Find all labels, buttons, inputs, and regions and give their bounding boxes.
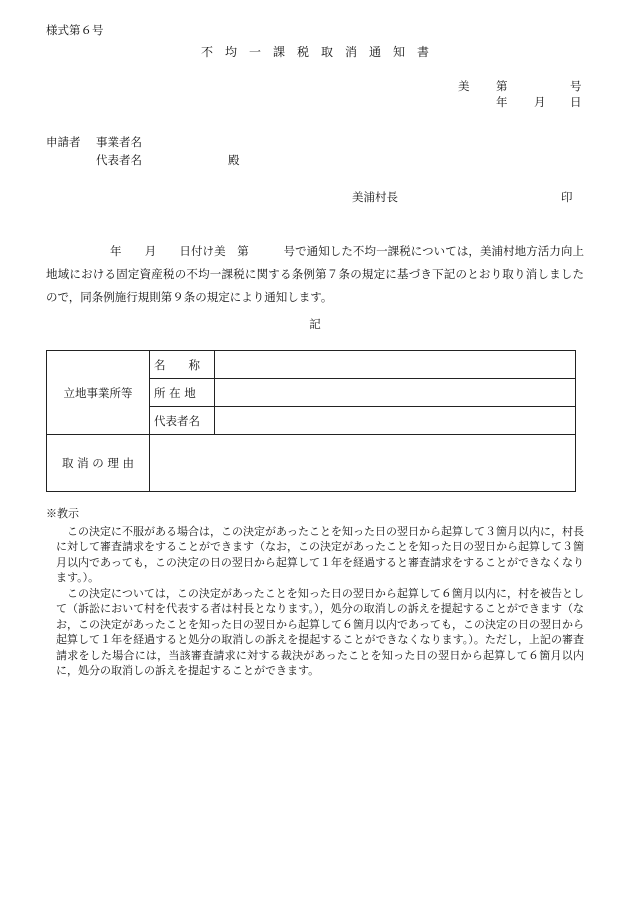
name-label: 名 称 xyxy=(150,351,215,379)
form-number: 様式第６号 xyxy=(46,23,104,37)
seal-mark: 印 xyxy=(561,190,573,204)
document-title: 不 均 一 課 税 取 消 通 知 書 xyxy=(200,45,429,59)
document-number-block xyxy=(458,80,586,112)
reason-label: 取 消 の 理 由 xyxy=(47,435,150,492)
notice-body xyxy=(46,240,584,309)
representative-row-label: 代表者名 xyxy=(150,407,215,435)
instructions-paragraph: この決定に不服がある場合は，この決定があったことを知った日の翌日から起算して３箇月以内に，村長に対して審査請求をすることができます（なお，この決定があったことを知った日の翌日から起算して３箇月以内であっても，この決定の日の翌日から起算して１年を経過すると審査請求をすることができなくなります。）。 xyxy=(56,524,584,584)
instructions-heading: ※教示 xyxy=(46,507,79,520)
details-table xyxy=(46,350,576,492)
instructions xyxy=(46,506,584,679)
reason-value xyxy=(150,435,576,492)
record-heading: 記 xyxy=(309,317,321,331)
facility-group-label: 立地事業所等 xyxy=(47,351,150,435)
doc-number-dai: 第 xyxy=(496,79,508,93)
honorific: 殿 xyxy=(228,153,240,167)
representative-value xyxy=(215,407,576,435)
representative-label: 代表者名 xyxy=(96,153,142,167)
doc-number-prefix: 美 xyxy=(458,79,470,93)
date-month: 月 xyxy=(534,95,546,109)
date-day: 日 xyxy=(570,95,582,109)
business-name-label: 事業者名 xyxy=(96,135,142,149)
instructions-paragraph: この決定については，この決定があったことを知った日の翌日から起算して６箇月以内に，村を被告として（訴訟において村を代表する者は村長となります。），処分の取消しの訴えを提起することができます（なお，この決定があったことを知った日の翌日から起算して６箇月以内であっても，この決定の日の翌日から起算して１年を経過すると処分の取消しの訴えを提起することができなくなります。）。ただし，上記の審査請求をした場合には，当該審査請求に対する裁決があったことを知った日の翌日から起算して６箇月以内に，処分の取消しの訴えを提起することができます。 xyxy=(56,586,584,677)
issuer-name: 美浦村長 xyxy=(352,190,398,204)
applicant-label: 申請者 xyxy=(46,135,81,149)
notice-body-text: 年 月 日付け美 第 号で通知した不均一課税については，美浦村地方活力向上地域における固定資産税の不均一課税に関する条例第７条の規定に基づき下記のとおり取り消しましたので，同条例施行規則第９条の規定により通知します。 xyxy=(46,244,584,304)
table-row xyxy=(47,435,576,492)
doc-number-go: 号 xyxy=(570,79,582,93)
location-value xyxy=(215,379,576,407)
table-row xyxy=(47,351,576,379)
date-year: 年 xyxy=(496,95,508,109)
name-value xyxy=(215,351,576,379)
location-label: 所 在 地 xyxy=(150,379,215,407)
